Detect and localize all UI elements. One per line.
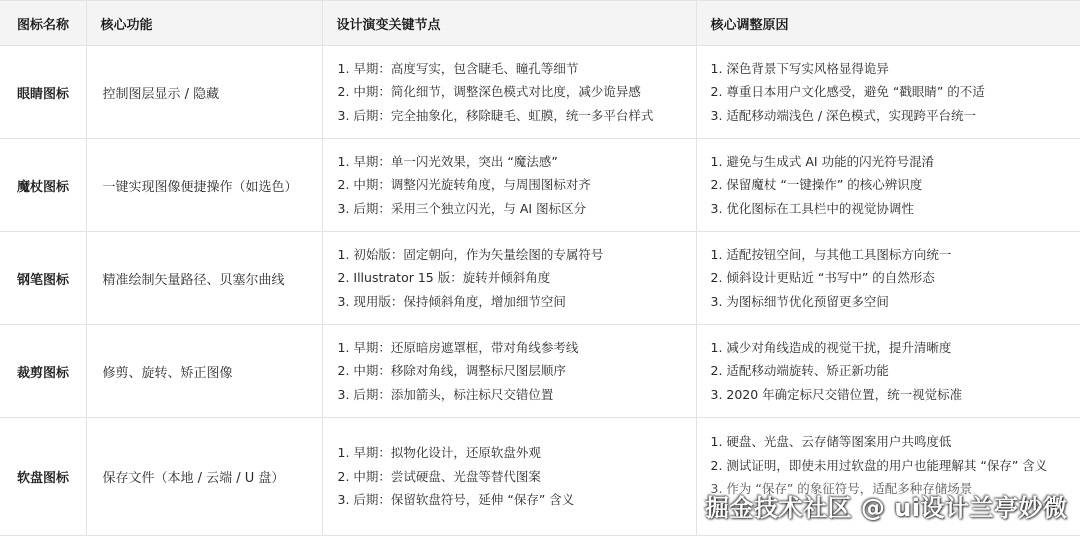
reason-item: 2. 倾斜设计更贴近 “书写中” 的自然形态: [710, 270, 935, 286]
icon-name-cell: 钢笔图标: [0, 232, 86, 325]
evolution-item: 1. 早期：拟物化设计，还原软盘外观: [337, 445, 541, 461]
icon-name-cell: 眼睛图标: [0, 46, 86, 139]
evolution-cell: [322, 325, 696, 418]
header-evolution: 设计演变关键节点: [322, 1, 696, 46]
reason-cell: [696, 139, 1080, 232]
reason-item: 1. 深色背景下写实风格显得诡异: [710, 60, 889, 76]
function-cell: 修剪、旋转、矫正图像: [86, 325, 322, 418]
reason-cell: [696, 325, 1080, 418]
evolution-item: 3. 后期：采用三个独立闪光，与 AI 图标区分: [337, 200, 587, 216]
reason-item: 2. 适配移动端旋转、矫正新功能: [710, 363, 889, 379]
evolution-cell: [322, 232, 696, 325]
evolution-cell: [322, 46, 696, 139]
function-cell: 一键实现图像便捷操作（如选色）: [86, 139, 322, 232]
evolution-item: 1. 早期：高度写实，包含睫毛、瞳孔等细节: [337, 60, 579, 76]
reason-item: 1. 硬盘、光盘、云存储等图案用户共鸣度低: [710, 434, 952, 449]
evolution-item: 3. 后期：添加箭头，标注标尺交错位置: [337, 386, 554, 402]
reason-item: 3. 作为 “保存” 的象征符号，适配多种存储场景: [710, 481, 973, 496]
evolution-item: 1. 早期：单一闪光效果，突出 “魔法感”: [337, 153, 558, 169]
watermark: 掘金技术社区 @ ui设计兰亭妙微: [705, 494, 1068, 522]
evolution-item: 2. 中期：简化细节，调整深色模式对比度，减少诡异感: [337, 84, 641, 100]
reason-item: 3. 优化图标在工具栏中的视觉协调性: [710, 200, 914, 216]
reason-item: 3. 为图标细节优化预留更多空间: [710, 293, 889, 309]
icon-name-cell: 裁剪图标: [0, 325, 86, 418]
evolution-item: 2. 中期：调整闪光旋转角度，与周围图标对齐: [337, 177, 591, 193]
evolution-item: 3. 后期：完全抽象化，移除睫毛、虹膜，统一多平台样式: [337, 107, 654, 123]
evolution-item: 3. 后期：保留软盘符号，延伸 “保存” 含义: [337, 492, 575, 508]
table-header: [0, 1, 1080, 46]
reason-item: 1. 减少对角线造成的视觉干扰，提升清晰度: [710, 339, 952, 355]
evolution-cell: [322, 139, 696, 232]
evolution-item: 1. 初始版：固定朝向，作为矢量绘图的专属符号: [337, 246, 604, 262]
table-row: [0, 232, 1080, 325]
header-row: [0, 1, 1080, 46]
evolution-item: 2. 中期：移除对角线，调整标尺图层顺序: [337, 363, 566, 379]
icon-name-cell: 软盘图标: [0, 418, 86, 536]
function-cell: 保存文件（本地 / 云端 / U 盘）: [86, 418, 322, 536]
icon-name-cell: 魔杖图标: [0, 139, 86, 232]
table-row: [0, 46, 1080, 139]
reason-item: 1. 适配按钮空间，与其他工具图标方向统一: [710, 246, 952, 262]
function-cell: 控制图层显示 / 隐藏: [86, 46, 322, 139]
reason-item: 1. 避免与生成式 AI 功能的闪光符号混淆: [710, 153, 935, 169]
reason-cell: [696, 46, 1080, 139]
header-reason: 核心调整原因: [696, 1, 1080, 46]
evolution-item: 2. Illustrator 15 版：旋转并倾斜角度: [337, 270, 551, 286]
evolution-item: 2. 中期：尝试硬盘、光盘等替代图案: [337, 468, 541, 484]
evolution-cell: [322, 418, 696, 536]
table-row: [0, 325, 1080, 418]
reason-item: 3. 适配移动端浅色 / 深色模式，实现跨平台统一: [710, 107, 977, 123]
function-cell: 精准绘制矢量路径、贝塞尔曲线: [86, 232, 322, 325]
reason-item: 2. 测试证明，即使未用过软盘的用户也能理解其 “保存” 含义: [710, 457, 1048, 473]
reason-item: 2. 尊重日本用户文化感受，避免 “戳眼睛” 的不适: [710, 84, 985, 100]
table-row: [0, 139, 1080, 232]
header-core-function: 核心功能: [86, 1, 322, 46]
reason-item: 3. 2020 年确定标尺交错位置，统一视觉标准: [710, 386, 963, 402]
header-icon-name: 图标名称: [0, 1, 86, 46]
evolution-item: 1. 早期：还原暗房遮罩框，带对角线参考线: [337, 339, 579, 355]
table-body: [0, 46, 1080, 536]
reason-item: 2. 保留魔杖 “一键操作” 的核心辨识度: [710, 177, 923, 193]
reason-cell: [696, 232, 1080, 325]
evolution-item: 3. 现用版：保持倾斜角度，增加细节空间: [337, 293, 566, 309]
